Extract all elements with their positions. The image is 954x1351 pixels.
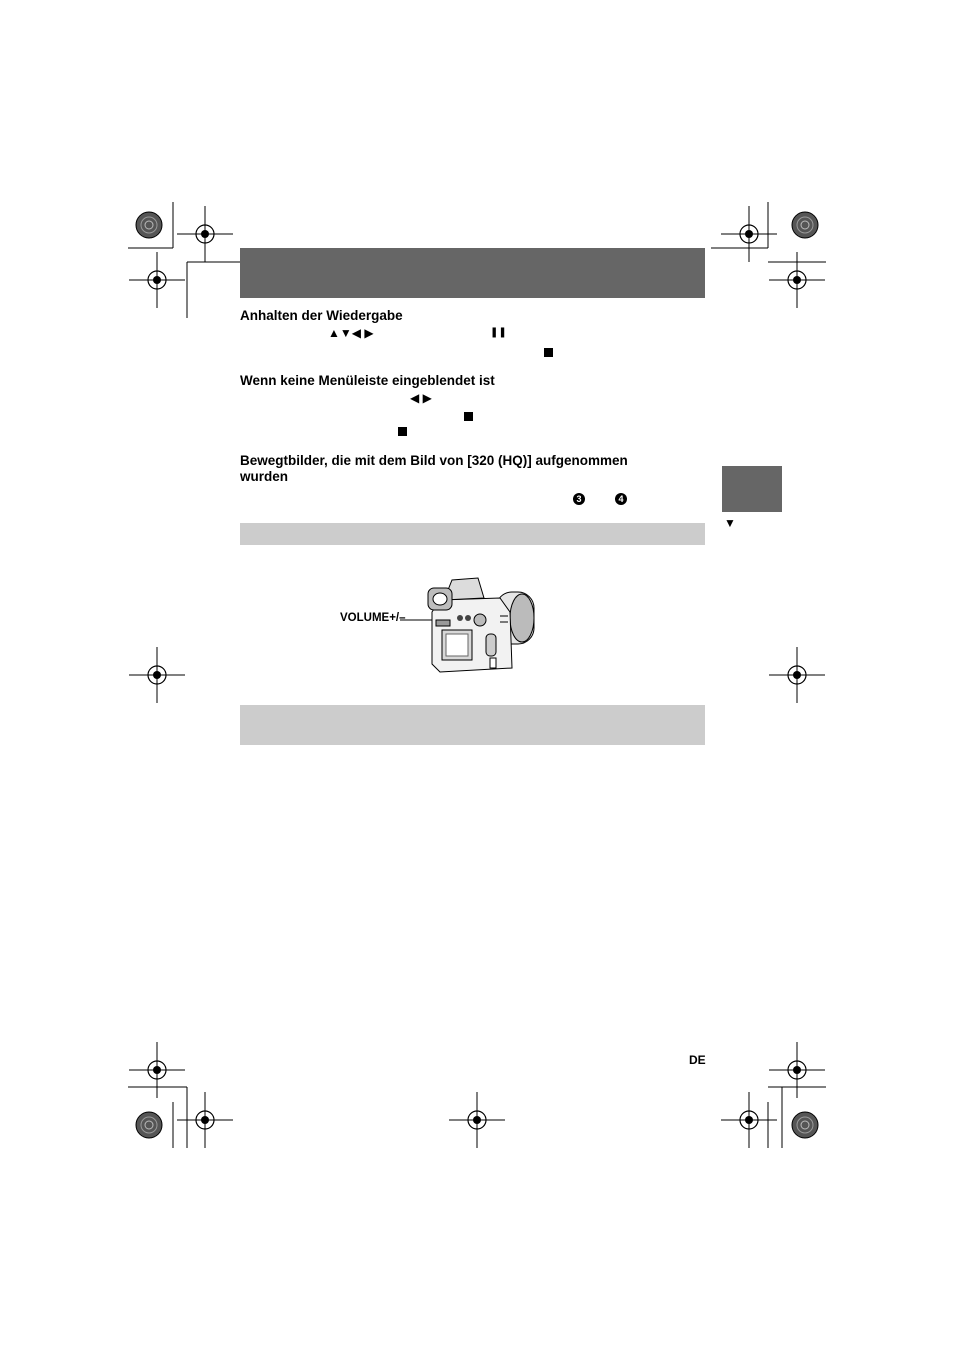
arrow-keys-symbol: ▲▼◀ ▶ — [328, 326, 374, 340]
side-tab — [722, 466, 782, 512]
volume-label: VOLUME+/– — [340, 612, 406, 624]
registration-mark-icon — [449, 1092, 505, 1148]
section-heading: Anhalten der Wiedergabe — [240, 308, 403, 323]
registration-mark-icon — [129, 1042, 185, 1098]
color-target-icon — [792, 212, 818, 238]
color-target-icon — [792, 1112, 818, 1138]
section-bar — [240, 523, 705, 545]
registration-mark-icon — [177, 1092, 233, 1148]
arrow-keys-symbol: ◀ ▶ — [410, 391, 432, 405]
registration-mark-icon — [769, 647, 825, 703]
section-heading-continued: wurden — [240, 469, 289, 484]
stop-icon — [398, 423, 407, 441]
camera-illustration — [400, 572, 542, 680]
registration-mark-icon — [129, 647, 185, 703]
registration-mark-icon — [721, 1092, 777, 1148]
color-target-icon — [136, 212, 162, 238]
section-heading: Wenn keine Menüleiste eingeblendet ist — [240, 373, 495, 388]
pause-icon: ❚❚ — [490, 327, 507, 338]
registration-mark-icon — [769, 1042, 825, 1098]
title-bar — [240, 248, 705, 298]
registration-mark-icon — [769, 252, 825, 308]
stop-icon — [544, 344, 553, 362]
stop-icon — [464, 408, 473, 426]
section-bar — [240, 705, 705, 745]
step-3-icon: 3 — [573, 489, 585, 507]
continue-arrow-icon: ▼ — [724, 516, 736, 530]
registration-mark-icon — [177, 206, 233, 262]
language-page-label: DE — [689, 1053, 706, 1067]
registration-mark-icon — [129, 252, 185, 308]
step-4-icon: 4 — [615, 489, 627, 507]
section-heading: Bewegtbilder, die mit dem Bild von [320 (HQ)] aufgenommen — [240, 453, 628, 468]
registration-mark-icon — [721, 206, 777, 262]
color-target-icon — [136, 1112, 162, 1138]
